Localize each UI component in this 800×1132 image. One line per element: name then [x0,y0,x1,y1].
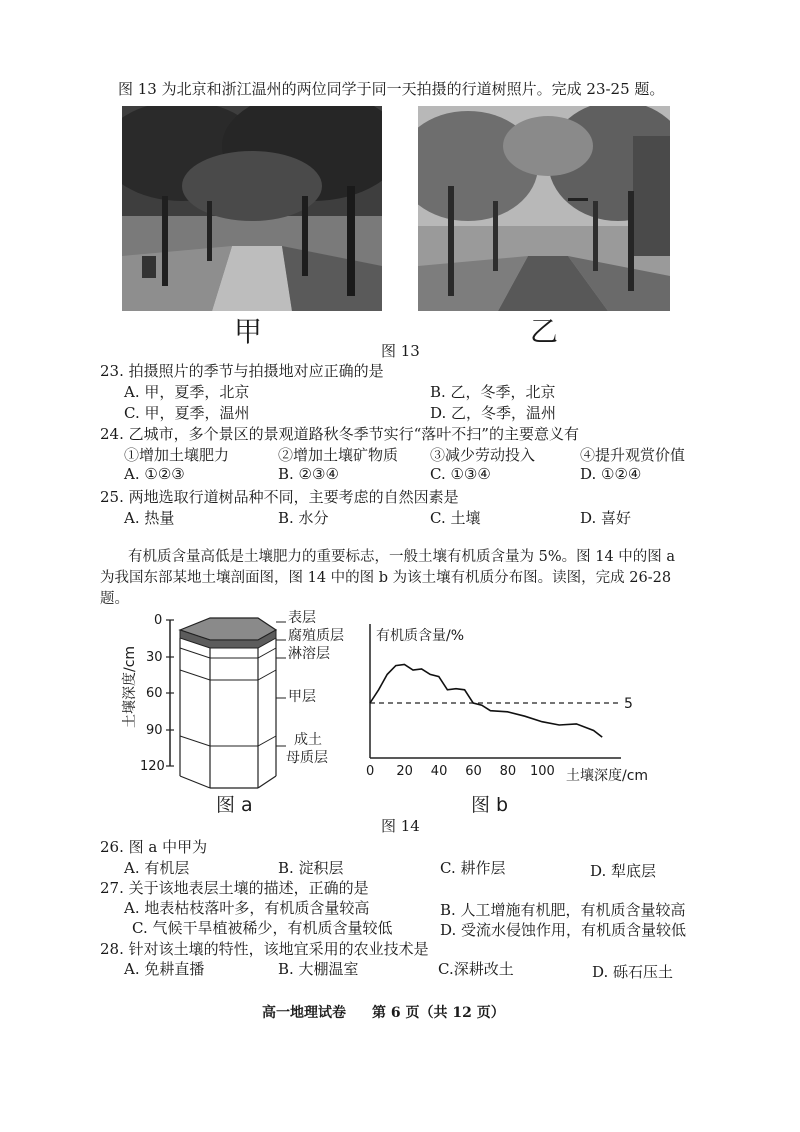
q24-option-d[interactable]: D. ①②④ [580,465,642,483]
q24-statement-1: ①增加土壤肥力 [124,446,230,464]
layer-label-chengtu: 成土 [294,732,322,748]
q27-stem: 27. 关于该地表层土壤的描述，正确的是 [100,879,369,897]
q24-statement-4: ④提升观赏价值 [580,446,686,464]
q27-option-a[interactable]: A. 地表枯枝落叶多，有机质含量较高 [124,899,370,917]
q25-option-c[interactable]: C. 土壤 [430,509,481,527]
q23-option-c[interactable]: C. 甲，夏季，温州 [124,404,250,422]
q24-statement-2: ②增加土壤矿物质 [278,446,399,464]
q23-stem: 23. 拍摄照片的季节与拍摄地对应正确的是 [100,362,384,380]
q26-option-a[interactable]: A. 有机层 [124,859,190,877]
footer-course: 高一地理试卷 [262,1005,346,1021]
x-tick-60: 60 [465,764,482,779]
layer-label-surface: 表层 [288,610,316,626]
q27-option-c[interactable]: C. 气候干旱植被稀少，有机质含量较低 [132,919,393,937]
depth-tick-90: 90 [146,723,163,738]
q25-stem: 25. 两地选取行道树品种不同，主要考虑的自然因素是 [100,488,459,506]
intro-text-2-line-3: 题。 [100,591,129,607]
q24-option-b[interactable]: B. ②③④ [278,465,339,483]
photo-jia [122,106,382,311]
chart-ylabel: 有机质含量/% [376,628,465,644]
q24-option-a[interactable]: A. ①②③ [124,465,185,483]
organic-matter-line [370,665,602,738]
x-tick-20: 20 [396,764,413,779]
reference-line-label: 5 [624,696,633,712]
layer-label-humus: 腐殖质层 [288,628,344,644]
q23-option-d[interactable]: D. 乙，冬季，温州 [430,404,557,422]
figure-a-soil-profile [118,600,368,790]
photo-label-jia: 甲 [234,315,263,348]
q24-statement-3: ③减少劳动投入 [430,446,536,464]
chart-xlabel: 土壤深度/cm [566,768,649,782]
q25-option-b[interactable]: B. 水分 [278,509,329,527]
figure-a-caption: 图 a [216,794,253,816]
street-trees-summer-image [122,106,382,311]
q28-stem: 28. 针对该土壤的特性，该地宜采用的农业技术是 [100,940,429,958]
depth-tick-0: 0 [154,613,163,628]
q26-option-b[interactable]: B. 淀积层 [278,859,344,877]
q23-option-a[interactable]: A. 甲，夏季，北京 [124,383,250,401]
q28-option-d[interactable]: D. 砾石压土 [592,963,674,981]
figure-b-caption: 图 b [471,794,509,816]
photo-yi [418,106,670,311]
chart-x-ticks [366,764,555,779]
layer-label-jia: 甲层 [288,689,316,705]
footer-page: 第 6 页（共 12 页） [372,1005,505,1021]
figure-b-chart [356,612,686,782]
q26-stem: 26. 图 a 中甲为 [100,838,208,856]
q27-option-d[interactable]: D. 受流水侵蚀作用，有机质含量较低 [440,921,687,939]
depth-tick-120: 120 [140,759,165,774]
x-tick-0: 0 [366,764,375,779]
q26-option-d[interactable]: D. 犁底层 [590,862,657,880]
street-trees-winter-image [418,106,670,311]
layer-label-parent-material: 母质层 [286,750,328,766]
q25-option-a[interactable]: A. 热量 [124,509,175,527]
x-tick-40: 40 [430,764,448,779]
soil-prism [180,618,276,788]
q26-option-c[interactable]: C. 耕作层 [440,859,506,877]
intro-text-2-line-1: 有机质含量高低是土壤肥力的重要标志，一般土壤有机质含量为 5%。图 14 中的图 a [128,549,676,565]
intro-text-1: 图 13 为北京和浙江温州的两位同学于同一天拍摄的行道树照片。完成 23-25 题。 [118,80,665,98]
depth-tick-60: 60 [146,686,163,701]
q28-option-a[interactable]: A. 免耕直播 [124,960,205,978]
x-tick-100: 100 [530,764,555,779]
q28-option-c[interactable]: C.深耕改土 [438,960,514,978]
layer-label-eluvial: 淋溶层 [288,646,330,662]
q24-stem: 24. 乙城市，多个景区的景观道路秋冬季节实行“落叶不扫”的主要意义有 [100,425,579,443]
depth-tick-30: 30 [146,650,163,665]
figure-13-caption: 图 13 [381,342,420,360]
x-tick-80: 80 [499,764,517,779]
figure-a-depth-ticks [140,613,174,774]
figure-a-ylabel: 土壤深度/cm [122,645,138,728]
q28-option-b[interactable]: B. 大棚温室 [278,960,359,978]
intro-text-2-line-2: 为我国东部某地土壤剖面图，图 14 中的图 b 为该土壤有机质分布图。读图，完成 26-28 [100,570,672,586]
figure-14-caption: 图 14 [381,817,420,835]
q23-option-b[interactable]: B. 乙，冬季，北京 [430,383,556,401]
q27-option-b[interactable]: B. 人工增施有机肥，有机质含量较高 [440,901,686,919]
q24-option-c[interactable]: C. ①③④ [430,465,491,483]
photo-label-yi: 乙 [530,315,559,348]
q25-option-d[interactable]: D. 喜好 [580,509,632,527]
